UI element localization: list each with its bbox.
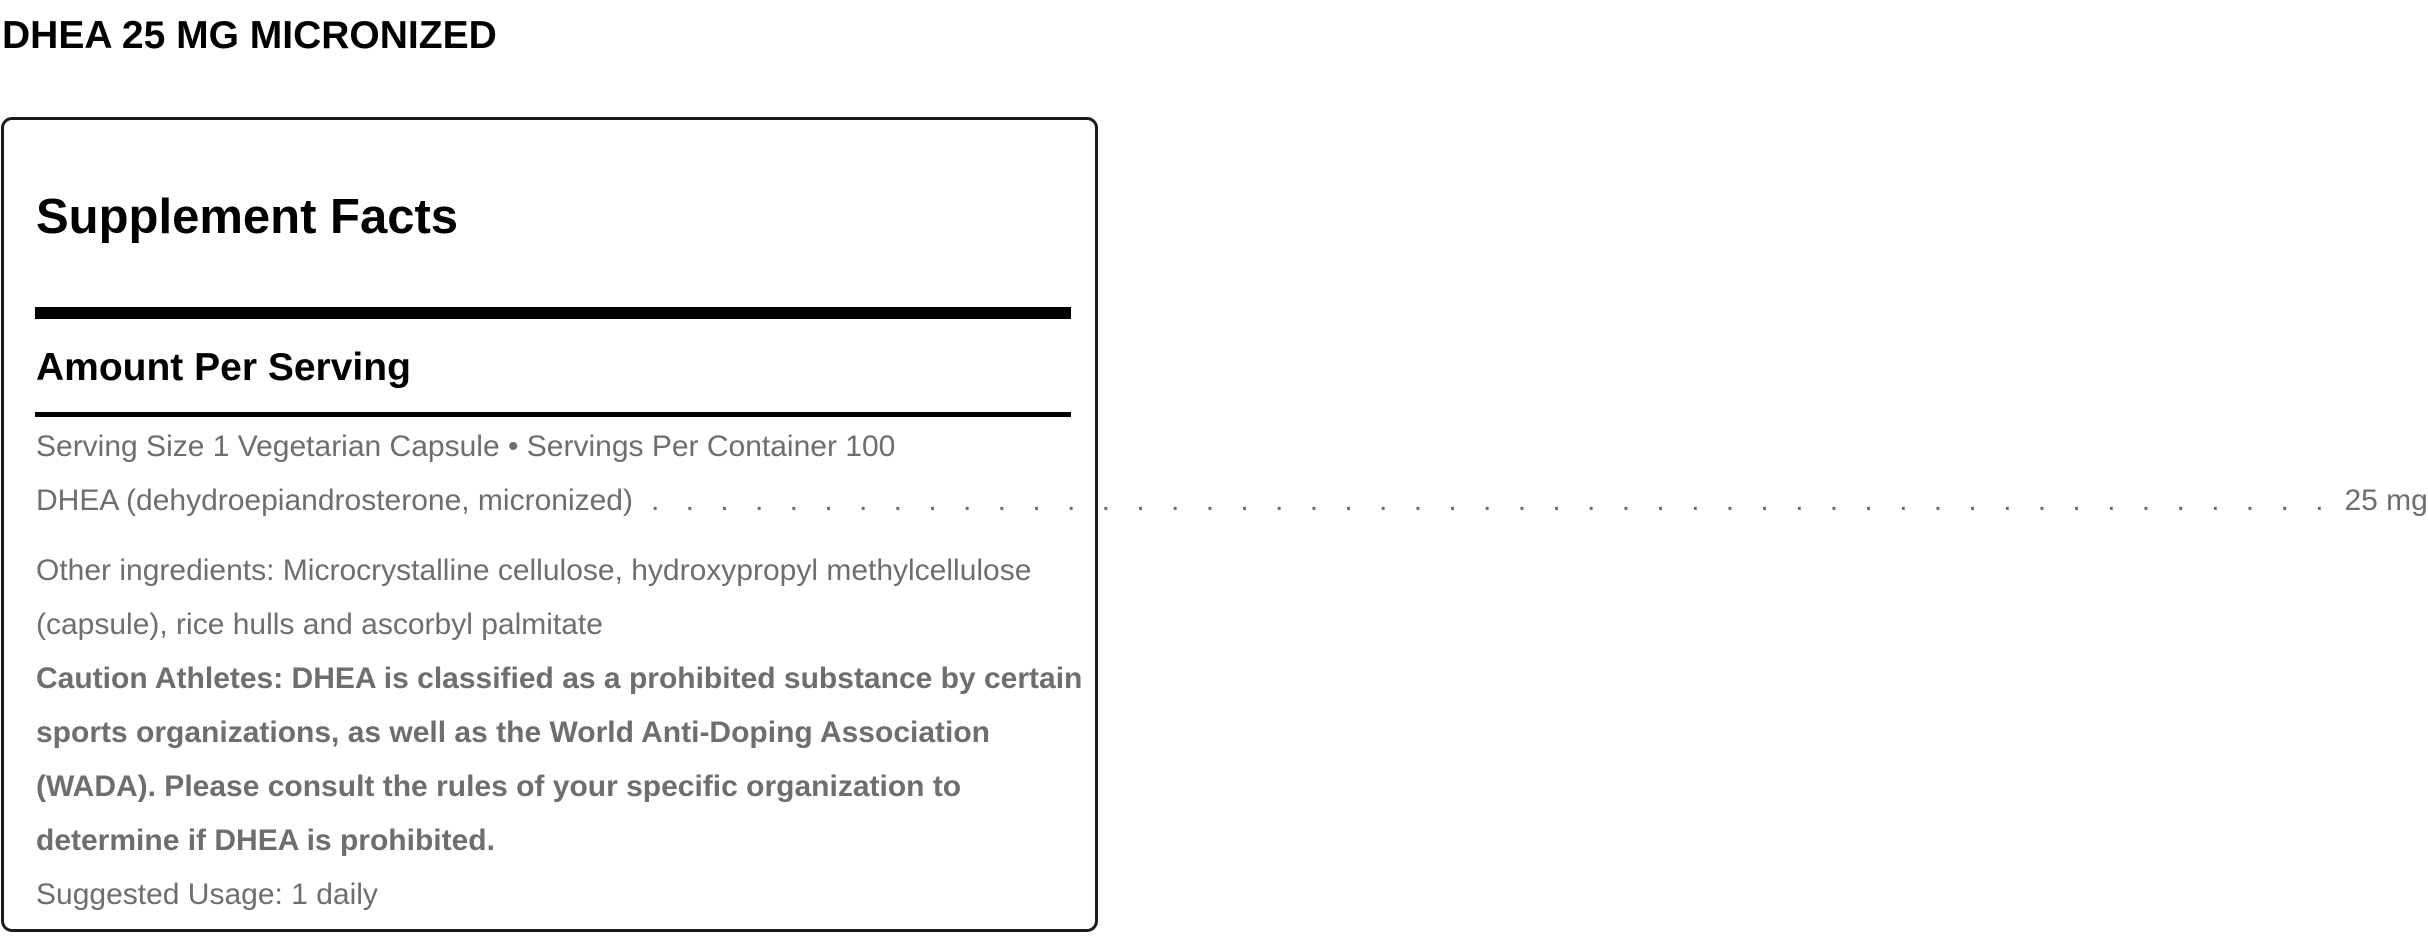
thin-divider xyxy=(35,412,1071,417)
supplement-facts-heading: Supplement Facts xyxy=(36,190,459,244)
serving-info: Serving Size 1 Vegetarian Capsule • Servings Per Container 100 xyxy=(36,430,896,463)
product-title: DHEA 25 MG MICRONIZED xyxy=(2,14,497,57)
ingredient-name: DHEA (dehydroepiandrosterone, micronized) xyxy=(36,484,633,517)
amount-per-serving-heading: Amount Per Serving xyxy=(36,346,411,389)
dot-leader: . . . . . . . . . . . . . . . . . . . . . . . . . . . . . . . . . . . . . . . . . . . . . . . . . xyxy=(650,484,2333,517)
ingredient-amount: 25 mg xyxy=(2344,484,2428,517)
thick-divider xyxy=(35,307,1071,319)
other-ingredients: Other ingredients: Microcrystalline cellulose, hydroxypropyl methylcellulose (capsule), rice hulls and ascorbyl palmitate xyxy=(36,554,1032,641)
supplement-facts-panel xyxy=(1,117,2428,932)
caution-notice: Caution Athletes: DHEA is classified as a prohibited substance by certain sports organizations, as well as the World Anti-Doping Association (WADA). Please consult the rules of your specific organization to determine if DHEA is prohibited. xyxy=(36,662,1083,857)
ingredient-row xyxy=(36,474,2428,528)
suggested-usage: Suggested Usage: 1 daily xyxy=(36,878,378,911)
